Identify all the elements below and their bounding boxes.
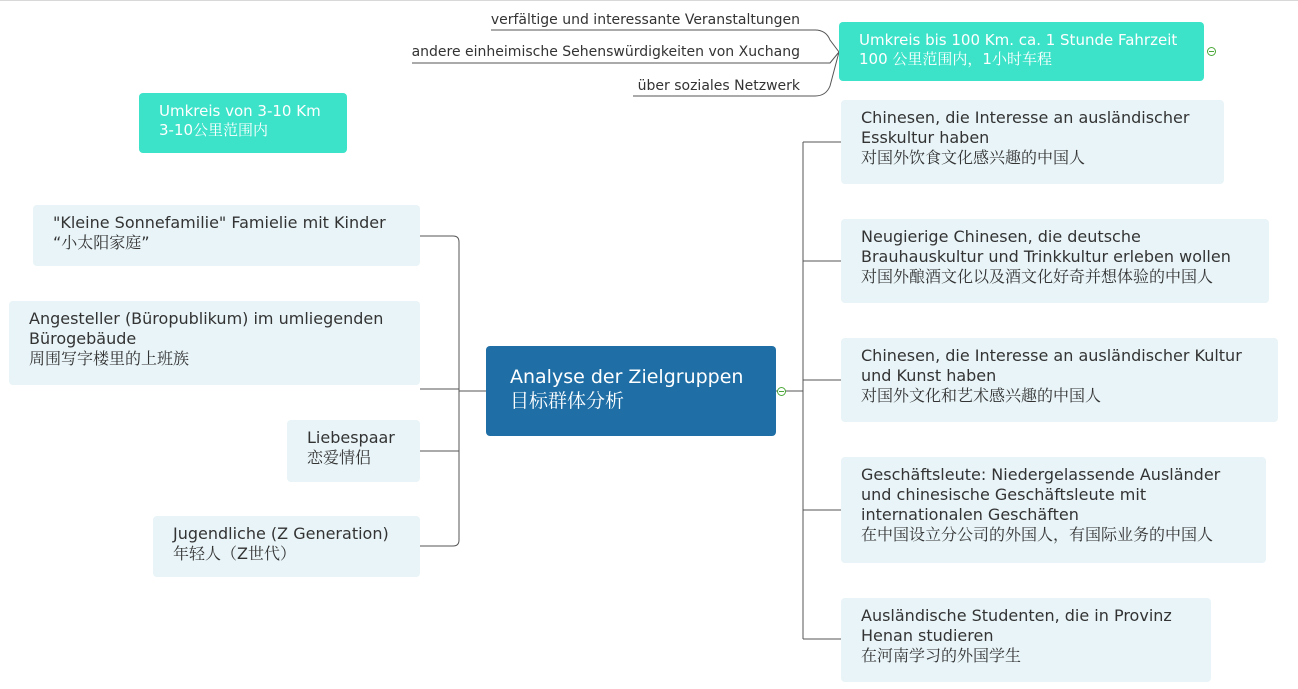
target-group-line: Ausländische Studenten, die in Provinz bbox=[861, 606, 1172, 625]
target-group-node[interactable] bbox=[841, 100, 1224, 184]
radius-node-label: 100 公里范围内，1小时车程 bbox=[859, 50, 1052, 68]
target-group-line: 对国外饮食文化感兴趣的中国人 bbox=[861, 148, 1086, 167]
radius-node-label: 3-10公里范围内 bbox=[159, 121, 269, 139]
target-group-node[interactable] bbox=[841, 338, 1278, 422]
target-group-line: Neugierige Chinesen, die deutsche bbox=[861, 227, 1141, 246]
target-group-line: internationalen Geschäften bbox=[861, 505, 1079, 524]
target-group-line: Jugendliche (Z Generation) bbox=[173, 524, 389, 543]
target-group-line: “小太阳家庭” bbox=[53, 233, 150, 252]
channel-leaf[interactable]: über soziales Netzwerk bbox=[637, 78, 800, 94]
target-group-line: Angesteller (Büropublikum) im umliegenden bbox=[29, 309, 384, 328]
target-group-line: 对国外文化和艺术感兴趣的中国人 bbox=[861, 386, 1102, 405]
target-group-line: Chinesen, die Interesse an ausländischer Kultur bbox=[861, 346, 1242, 365]
target-group-node[interactable] bbox=[153, 516, 420, 577]
collapse-toggle-icon[interactable] bbox=[777, 387, 786, 396]
target-group-line: "Kleine Sonnefamilie" Famielie mit Kinder bbox=[53, 213, 386, 232]
central-topic[interactable] bbox=[486, 346, 776, 436]
target-group-line: 对国外酿酒文化以及酒文化好奇并想体验的中国人 bbox=[861, 267, 1214, 286]
target-group-node[interactable] bbox=[287, 420, 420, 482]
target-group-line: 恋爱情侣 bbox=[307, 448, 372, 467]
target-group-line: und chinesische Geschäftsleute mit bbox=[861, 485, 1147, 504]
central-topic-subtitle: 目标群体分析 bbox=[510, 390, 625, 412]
target-group-node[interactable] bbox=[33, 205, 420, 266]
target-group-line: 在河南学习的外国学生 bbox=[861, 646, 1022, 665]
target-group-line: 在中国设立分公司的外国人，有国际业务的中国人 bbox=[861, 525, 1214, 544]
target-group-line: Esskultur haben bbox=[861, 128, 990, 147]
target-group-line: Brauhauskultur und Trinkkultur erleben wollen bbox=[861, 247, 1231, 266]
target-group-line: und Kunst haben bbox=[861, 366, 997, 385]
target-group-node[interactable] bbox=[841, 457, 1266, 563]
target-group-line: Geschäftsleute: Niedergelassende Ausländer bbox=[861, 465, 1221, 484]
target-group-line: Liebespaar bbox=[307, 428, 395, 447]
target-group-line: 周围写字楼里的上班族 bbox=[29, 349, 190, 368]
target-group-node[interactable] bbox=[9, 301, 420, 385]
connector-left-1 bbox=[420, 236, 459, 546]
target-group-line: Bürogebäude bbox=[29, 329, 137, 348]
collapse-toggle-icon[interactable] bbox=[1207, 47, 1216, 56]
central-topic-title: Analyse der Zielgruppen bbox=[510, 366, 744, 388]
target-group-line: 年轻人（Z世代） bbox=[173, 544, 296, 563]
channel-leaf[interactable]: verfältige und interessante Veranstaltungen bbox=[490, 12, 800, 28]
target-group-node[interactable] bbox=[841, 598, 1211, 682]
radius-node-label: Umkreis bis 100 Km. ca. 1 Stunde Fahrzeit bbox=[859, 31, 1178, 49]
target-group-line: Henan studieren bbox=[861, 626, 994, 645]
radius-node-100km[interactable] bbox=[839, 22, 1204, 81]
target-group-node[interactable] bbox=[841, 219, 1269, 303]
radius-node-10km[interactable] bbox=[139, 93, 347, 153]
radius-node-label: Umkreis von 3-10 Km bbox=[159, 102, 321, 120]
target-group-line: Chinesen, die Interesse an ausländischer bbox=[861, 108, 1190, 127]
channel-leaf[interactable]: andere einheimische Sehenswürdigkeiten von Xuchang bbox=[411, 44, 800, 60]
